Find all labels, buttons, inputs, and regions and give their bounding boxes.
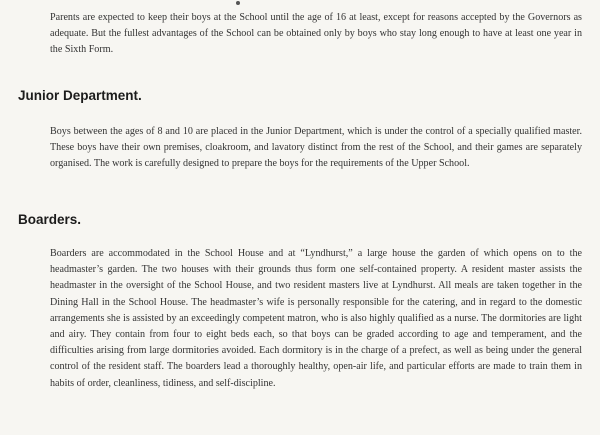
junior-department-paragraph: Boys between the ages of 8 and 10 are placed in the Junior Department, which is under the control of a specially qualified master. These boys have their own premises, cloakroom, and lavatory distinct from the rest of the School, and their games are separately organised. The work is carefully designed to prepare the boys for the requirements of the Upper School.	[50, 126, 582, 170]
boarders-heading: Boarders.	[18, 212, 82, 227]
boarders-paragraph: Boarders are accommodated in the School House and at “Lyndhurst,” a large house the garden of which opens on to the headmaster’s garden. The two houses with their grounds thus form one self-contained property. A resident master assists the headmaster in the oversight of the School House, and two resident masters live at Lyndhurst. All meals are taken together in the Dining Hall in the School House. The headmaster’s wife is personally responsible for the catering, and in regard to the domestic arrangements she is assisted by an exceedingly competent matron, who is also highly qualified as a nurse. The dormitories are light and airy. They contain from four to eight beds each, so that boys can be graded according to age and temperament, and the difficulties arising from large dormitories avoided. Each dormitory is in the charge of a prefect, as well as being under the general control of the resident staff. The boarders lead a thoroughly healthy, open-air life, and particular efforts are made to train them in habits of order, cleanliness, tidiness, and self-discipline.	[50, 248, 582, 389]
page-mark	[236, 1, 240, 5]
intro-paragraph: Parents are expected to keep their boys at the School until the age of 16 at least, except for reasons accepted by the Governors as adequate. But the fullest advantages of the School can be obtained only by boys who stay long enough to have at least one year in the Sixth Form.	[50, 12, 582, 56]
junior-department-heading: Junior Department.	[18, 88, 142, 103]
